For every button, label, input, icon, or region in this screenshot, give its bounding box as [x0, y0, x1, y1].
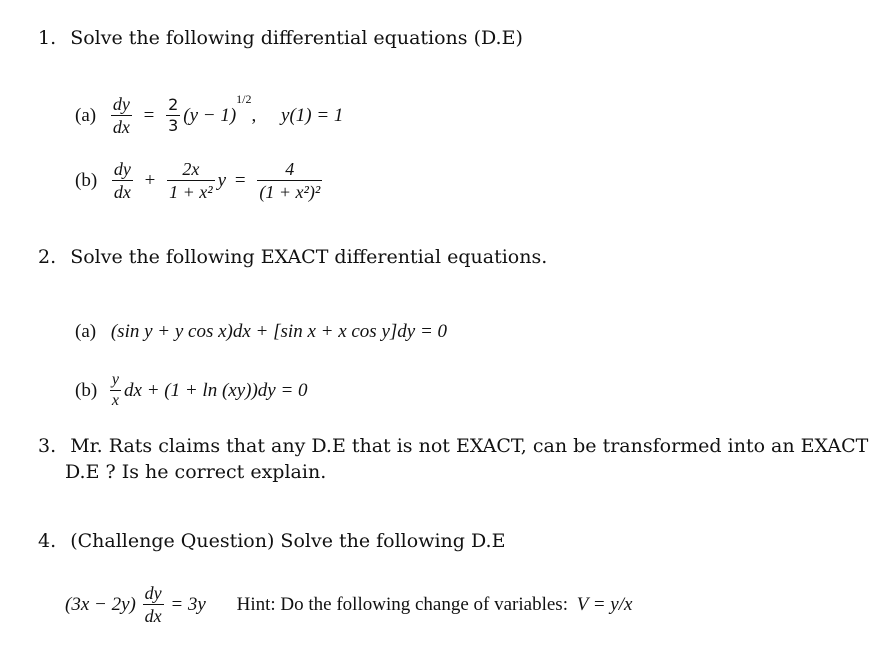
q2a-label: (a) [75, 321, 97, 342]
q4-rhs: = 3y [170, 594, 206, 615]
q1a-derivative [111, 95, 132, 136]
question-3 [38, 437, 868, 456]
question-3-number: 3. [38, 435, 57, 457]
q1a-dy: dy [112, 94, 130, 114]
q2a-equation: (sin y + y cos x)dx + [sin x + x cos y]dy = 0 [110, 321, 448, 342]
q1a-two-thirds [166, 97, 180, 134]
question-4 [38, 532, 505, 551]
q1a-body: (y − 1) [183, 105, 237, 126]
q1a-label: (a) [75, 105, 97, 126]
q2b-frac-num: y [111, 371, 120, 388]
q1a-frac-num: 2 [168, 95, 179, 114]
q1b-mid-num: 2x [182, 159, 200, 179]
q1b-rhs-den: (1 + x²)² [259, 182, 321, 202]
q1b-plus: + [144, 170, 156, 191]
q1-part-b [75, 160, 325, 201]
question-1-text: Solve the following differential equations (D.E) [70, 27, 523, 49]
q1b-coefficient [167, 160, 215, 201]
q1a-condition: y(1) = 1 [281, 105, 344, 126]
question-4-number: 4. [38, 530, 57, 552]
question-1 [38, 29, 523, 48]
q1b-dx: dx [113, 182, 131, 202]
q1b-label: (b) [75, 170, 98, 191]
q4-dx: dx [144, 606, 162, 626]
q2b-fraction [110, 372, 121, 409]
q4-hint-equation: V = y/x [576, 594, 633, 615]
question-3-line1: Mr. Rats claims that any D.E that is not EXACT, can be transformed into an EXACT [70, 435, 869, 457]
q1b-equals: = [234, 170, 246, 191]
q1b-var: y [217, 170, 227, 191]
q1b-rhs-num: 4 [285, 159, 295, 179]
q1b-rhs [257, 160, 322, 201]
q2-part-a [75, 322, 447, 341]
question-2-text: Solve the following EXACT differential equations. [70, 246, 548, 268]
q2-part-b [75, 372, 308, 409]
question-3-cont [65, 463, 326, 482]
question-4-text: (Challenge Question) Solve the following D.E [70, 530, 506, 552]
q4-equation [65, 584, 632, 625]
q4-derivative [143, 584, 164, 625]
q1a-equals: = [143, 105, 155, 126]
q1a-power: 1/2 [236, 92, 252, 106]
question-3-line2: D.E ? Is he correct explain. [65, 461, 327, 483]
q4-lhs: (3x − 2y) [65, 594, 136, 615]
q1b-dy: dy [113, 159, 131, 179]
question-2 [38, 248, 547, 267]
question-2-number: 2. [38, 246, 57, 268]
q1b-derivative [112, 160, 133, 201]
q1a-frac-den: 3 [168, 116, 179, 135]
q4-hint: Hint: Do the following change of variables: [236, 594, 568, 615]
q1-part-a [75, 92, 344, 137]
q1a-comma: , [251, 105, 257, 126]
q1b-mid-den: 1 + x² [169, 182, 213, 202]
q4-dy: dy [144, 583, 162, 603]
q2b-rest: dx + (1 + ln (xy))dy = 0 [124, 380, 308, 401]
q1a-dx: dx [112, 117, 130, 137]
q2b-label: (b) [75, 380, 98, 401]
q2b-frac-den: x [111, 392, 120, 409]
question-1-number: 1. [38, 27, 57, 49]
